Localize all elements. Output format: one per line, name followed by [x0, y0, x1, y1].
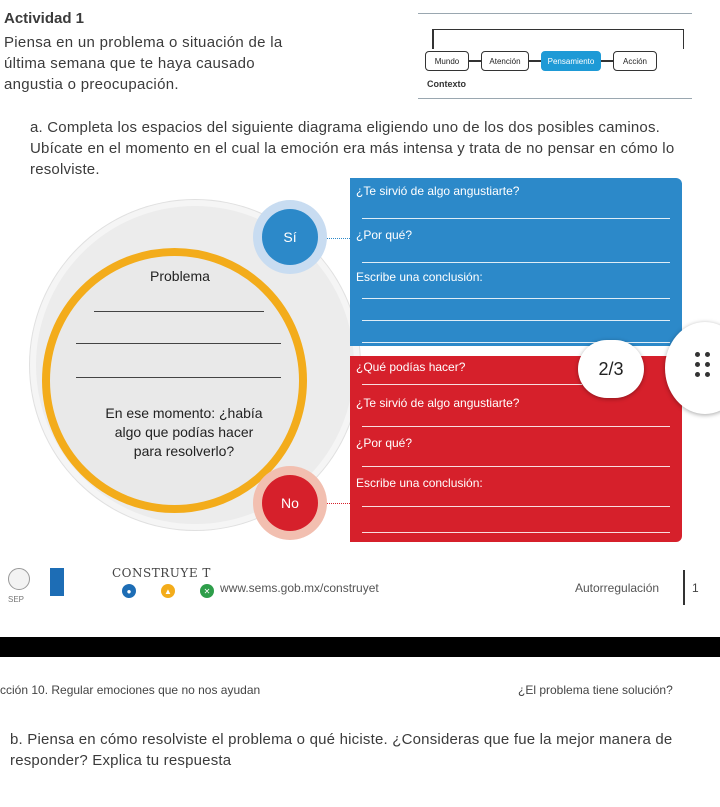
page-number-divider — [683, 570, 685, 605]
no-prompt-2: ¿Te sirvió de algo angustiarte? — [356, 396, 520, 410]
flow-diagram — [425, 50, 657, 72]
flow-node-pensamiento: Pensamiento — [541, 51, 601, 71]
flow-connector — [601, 60, 613, 62]
no-prompt-4: Escribe una conclusión: — [356, 476, 483, 490]
no-prompt-3: ¿Por qué? — [356, 436, 413, 450]
elige-t-icon: ✕ — [200, 584, 214, 598]
grid-dot-icon — [705, 352, 710, 357]
flow-bottom-rule — [418, 98, 692, 99]
yes-panel — [350, 178, 682, 346]
problem-label: Problema — [150, 268, 210, 284]
page-number: 1 — [692, 581, 699, 595]
answer-line[interactable] — [362, 426, 670, 427]
grid-dot-icon — [705, 362, 710, 367]
answer-line[interactable] — [362, 384, 582, 385]
yes-prompt-3: Escribe una conclusión: — [356, 270, 483, 284]
activity-description: Piensa en un problema o situación de la última semana que te haya causado angustia o preocupación. — [4, 34, 283, 93]
instruction-b: b. Piensa en cómo resolviste el problema o qué hiciste. ¿Consideras que fue la mejor manera de responder? Explica tu respuesta — [10, 731, 673, 769]
flow-feedback-arrow-end — [432, 29, 434, 49]
activity-title: Actividad 1 — [4, 10, 85, 27]
problem-answer-line[interactable] — [94, 311, 264, 312]
conoce-t-icon: ● — [122, 584, 136, 598]
answer-line[interactable] — [362, 466, 670, 467]
flow-connector — [529, 60, 541, 62]
answer-line[interactable] — [362, 218, 670, 219]
sep-seal-icon — [8, 568, 30, 590]
answer-line[interactable] — [362, 262, 670, 263]
problem-answer-line[interactable] — [76, 377, 281, 378]
footer-url[interactable]: www.sems.gob.mx/construyet — [220, 581, 379, 595]
section-question-header: ¿El problema tiene solución? — [518, 683, 673, 697]
answer-line[interactable] — [362, 506, 670, 507]
flow-connector — [469, 60, 481, 62]
flow-feedback-arrow — [432, 29, 684, 49]
instruction-a: a. Completa los espacios del siguiente diagrama eligiendo uno de los dos posibles caminos. Ubícate en el momento en el cual la emoción era más intensa y trata de no pensar en cómo lo resolviste. — [30, 119, 675, 178]
grid-dot-icon — [705, 372, 710, 377]
yes-prompt-1: ¿Te sirvió de algo angustiarte? — [356, 184, 520, 198]
grid-dot-icon — [695, 372, 700, 377]
problem-answer-line[interactable] — [76, 343, 281, 344]
yes-prompt-2: ¿Por qué? — [356, 228, 413, 242]
flow-context-label: Contexto — [427, 79, 466, 89]
footer-section: Autorregulación — [575, 581, 660, 595]
flow-node-mundo: Mundo — [425, 51, 469, 71]
no-badge: No — [262, 475, 318, 531]
grid-dot-icon — [695, 352, 700, 357]
answer-line[interactable] — [362, 320, 670, 321]
flow-top-rule — [418, 13, 692, 14]
construye-t-brand: CONSTRUYE T — [112, 566, 211, 580]
moment-question: En ese momento: ¿había algo que podías hacer para resolverlo? — [105, 405, 263, 459]
flow-node-accion: Acción — [613, 51, 657, 71]
lesson-header: cción 10. Regular emociones que no nos ayudan — [0, 683, 261, 697]
answer-line[interactable] — [362, 532, 670, 533]
grid-dot-icon — [695, 362, 700, 367]
flow-node-atencion: Atención — [481, 51, 529, 71]
relaciona-t-icon: ▲ — [161, 584, 175, 598]
answer-line[interactable] — [362, 298, 670, 299]
sep-logo-text: SEP — [8, 595, 25, 604]
no-prompt-1: ¿Qué podías hacer? — [356, 360, 466, 374]
page-indicator[interactable]: 2/3 — [578, 340, 644, 398]
yes-badge: Sí — [262, 209, 318, 265]
construye-t-icons — [122, 584, 214, 598]
undp-logo-icon — [50, 568, 64, 596]
page-break-band — [0, 637, 720, 657]
